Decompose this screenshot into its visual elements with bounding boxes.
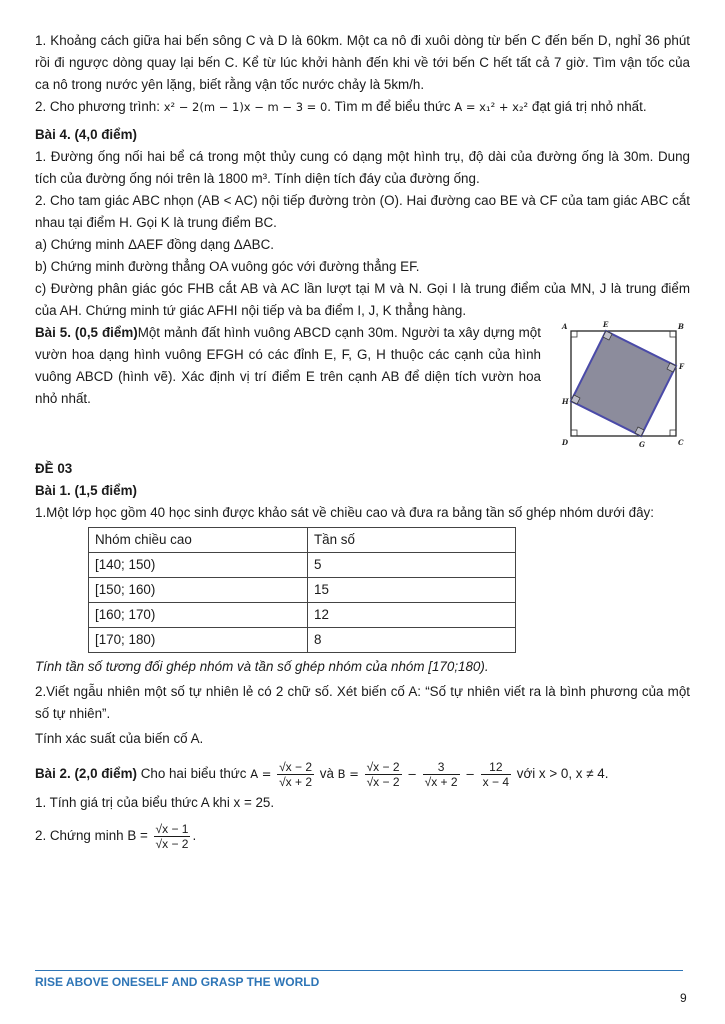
fraction-b2-den: √x + 2: [424, 774, 458, 789]
right-angle-d: [571, 430, 577, 436]
expr-a-label: A =: [250, 767, 272, 781]
bai4-part1: 1. Đường ống nối hai bể cá trong một thủy cung có dạng một hình trụ, độ dài của đường ống là 30m. Dung tích của đường ống nói trên là 1800 m³. Tính diện tích đáy của đường ống.: [35, 149, 690, 186]
table-row: [89, 628, 516, 653]
footer-slogan: RISE ABOVE ONESELF AND GRASP THE WORLD: [35, 975, 320, 989]
fraction-a: [277, 760, 314, 789]
fraction-a-den: √x + 2: [279, 774, 313, 789]
bai5-section: [35, 322, 690, 450]
bai5-title: Bài 5. (0,5 điểm): [35, 325, 138, 340]
de-03-heading: ĐỀ 03: [35, 461, 73, 476]
bai1-part2: 2.Viết ngẫu nhiên một số tự nhiên lẻ có 2 chữ số. Xét biến cố A: “Số tự nhiên viết ra là bình phương của một số tự nhiên”.: [35, 684, 690, 721]
fraction-b3-num: 12: [481, 760, 511, 775]
right-angle-c: [670, 430, 676, 436]
cell-frequency: 12: [308, 603, 516, 628]
minus-sign: −: [407, 767, 417, 781]
minus-sign: −: [465, 767, 475, 781]
frequency-table: [88, 527, 516, 653]
bai4-part2: 2. Cho tam giác ABC nhọn (AB < AC) nội tiếp đường tròn (O). Hai đường cao BE và CF của tam giác ABC cắt nhau tại điểm H. Gọi K là trung điểm BC.: [35, 193, 690, 230]
fraction-a-num: √x − 2: [279, 759, 313, 774]
label-c: C: [678, 438, 684, 447]
fraction-b3-den: x − 4: [482, 774, 510, 789]
bai1-part3: Tính xác suất của biến cố A.: [35, 731, 204, 746]
question-1: 1. Khoảng cách giữa hai bến sông C và D là 60km. Một ca nô đi xuôi dòng từ bến C đến bến D, nghỉ 36 phút rồi đi ngược dòng quay lại bến C. Kể từ lúc khởi hành đến khi về tới bến C hết tất cả 7 giờ. Tìm vận tốc của ca nô trong nước yên lặng, biết rằng vận tốc nước chảy là 5km/h.: [35, 33, 690, 92]
cell-group: [140; 150): [89, 553, 308, 578]
fraction-b1-den: √x − 2: [366, 774, 400, 789]
bai4-part-a: a) Chứng minh ΔAEF đồng dạng ΔABC.: [35, 237, 274, 252]
label-b: B: [678, 322, 684, 331]
bai2-intro: Cho hai biểu thức: [140, 766, 247, 781]
fraction-b3: [481, 760, 511, 789]
q2-middle: . Tìm m để biểu thức: [327, 99, 451, 114]
cell-group: [160; 170): [89, 603, 308, 628]
bai1-after-table: Tính tần số tương đối ghép nhóm và tần số ghép nhóm của nhóm [170;180).: [35, 659, 489, 674]
question-2: [35, 96, 690, 118]
q2-equation: x² − 2(m − 1)x − m − 3 = 0: [163, 100, 328, 114]
fraction-b2: [423, 760, 460, 789]
bai2-statement: [35, 758, 690, 790]
q2-suffix: đạt giá trị nhỏ nhất.: [531, 99, 647, 114]
right-angle-a: [571, 331, 577, 337]
bai2-title: Bài 2. (2,0 điểm): [35, 766, 137, 781]
q2-expression: A = x₁² + x₂²: [454, 100, 529, 114]
q2-prefix: 2. Cho phương trình:: [35, 99, 160, 114]
fraction-proof-num: √x − 1: [155, 821, 189, 836]
garden-efgh: [571, 331, 676, 436]
bai4-part-b: b) Chứng minh đường thẳng OA vuông góc với đường thẳng EF.: [35, 259, 420, 274]
table-header-row: [89, 528, 516, 553]
fraction-proof-den: √x − 2: [155, 836, 189, 851]
bai1-part1: 1.Một lớp học gồm 40 học sinh được khảo sát về chiều cao và đưa ra bảng tần số ghép nhóm dưới đây:: [35, 505, 654, 520]
bai5-text: [35, 322, 541, 410]
label-a: A: [562, 322, 568, 331]
cell-frequency: 15: [308, 578, 516, 603]
header-group: Nhóm chiều cao: [89, 528, 308, 553]
label-e: E: [603, 321, 609, 329]
bai2-part2: 2. Chứng minh B = $\frac{√x - 1}{√x - 2}$ .: [35, 821, 197, 851]
bai2-part2-text: 2. Chứng minh B =: [35, 828, 148, 843]
cell-frequency: 5: [308, 553, 516, 578]
footer-divider: [35, 970, 683, 971]
bai1-title: Bài 1. (1,5 điểm): [35, 483, 137, 498]
label-f: F: [679, 362, 684, 371]
document-page: [35, 30, 690, 852]
table-row: [89, 553, 516, 578]
expr-b-label: B =: [337, 767, 359, 781]
page-number: 9: [680, 991, 687, 1005]
fraction-b1-num: √x − 2: [366, 759, 400, 774]
bai2-condition: với x > 0, x ≠ 4.: [516, 766, 609, 781]
fraction-b1: [365, 760, 402, 789]
table-row: [89, 603, 516, 628]
bai2-part1: 1. Tính giá trị của biểu thức A khi x = 25.: [35, 795, 275, 810]
label-d: D: [562, 438, 569, 447]
cell-group: [150; 160): [89, 578, 308, 603]
bai4-part-c: c) Đường phân giác góc FHB cắt AB và AC lần lượt tại M và N. Gọi I là trung điểm của MN, J là trung điểm của AH. Chứng minh tứ giác AFHI nội tiếp và ba điểm I, J, K thẳng hàng.: [35, 281, 690, 318]
right-angle-b: [670, 331, 676, 337]
fraction-b2-num: 3: [423, 760, 460, 775]
table-row: [89, 578, 516, 603]
bai2-and: và: [319, 766, 334, 781]
bai5-body: Một mảnh đất hình vuông ABCD cạnh 30m. Người ta xây dựng một vườn hoa dạng hình vuông EFGH có các đỉnh E, F, G, H thuộc các cạnh của hình vuông ABCD (hình vẽ). Xác định vị trí điểm E trên cạnh AB để diện tích vườn hoa nhỏ nhất.: [35, 325, 541, 406]
header-frequency: Tần số: [308, 528, 516, 553]
bai4-title: Bài 4. (4,0 điểm): [35, 127, 137, 142]
label-h: H: [562, 397, 569, 406]
square-garden-figure: [557, 321, 692, 449]
cell-group: [170; 180): [89, 628, 308, 653]
fraction-proof: [154, 822, 191, 851]
label-g: G: [639, 440, 645, 449]
cell-frequency: 8: [308, 628, 516, 653]
